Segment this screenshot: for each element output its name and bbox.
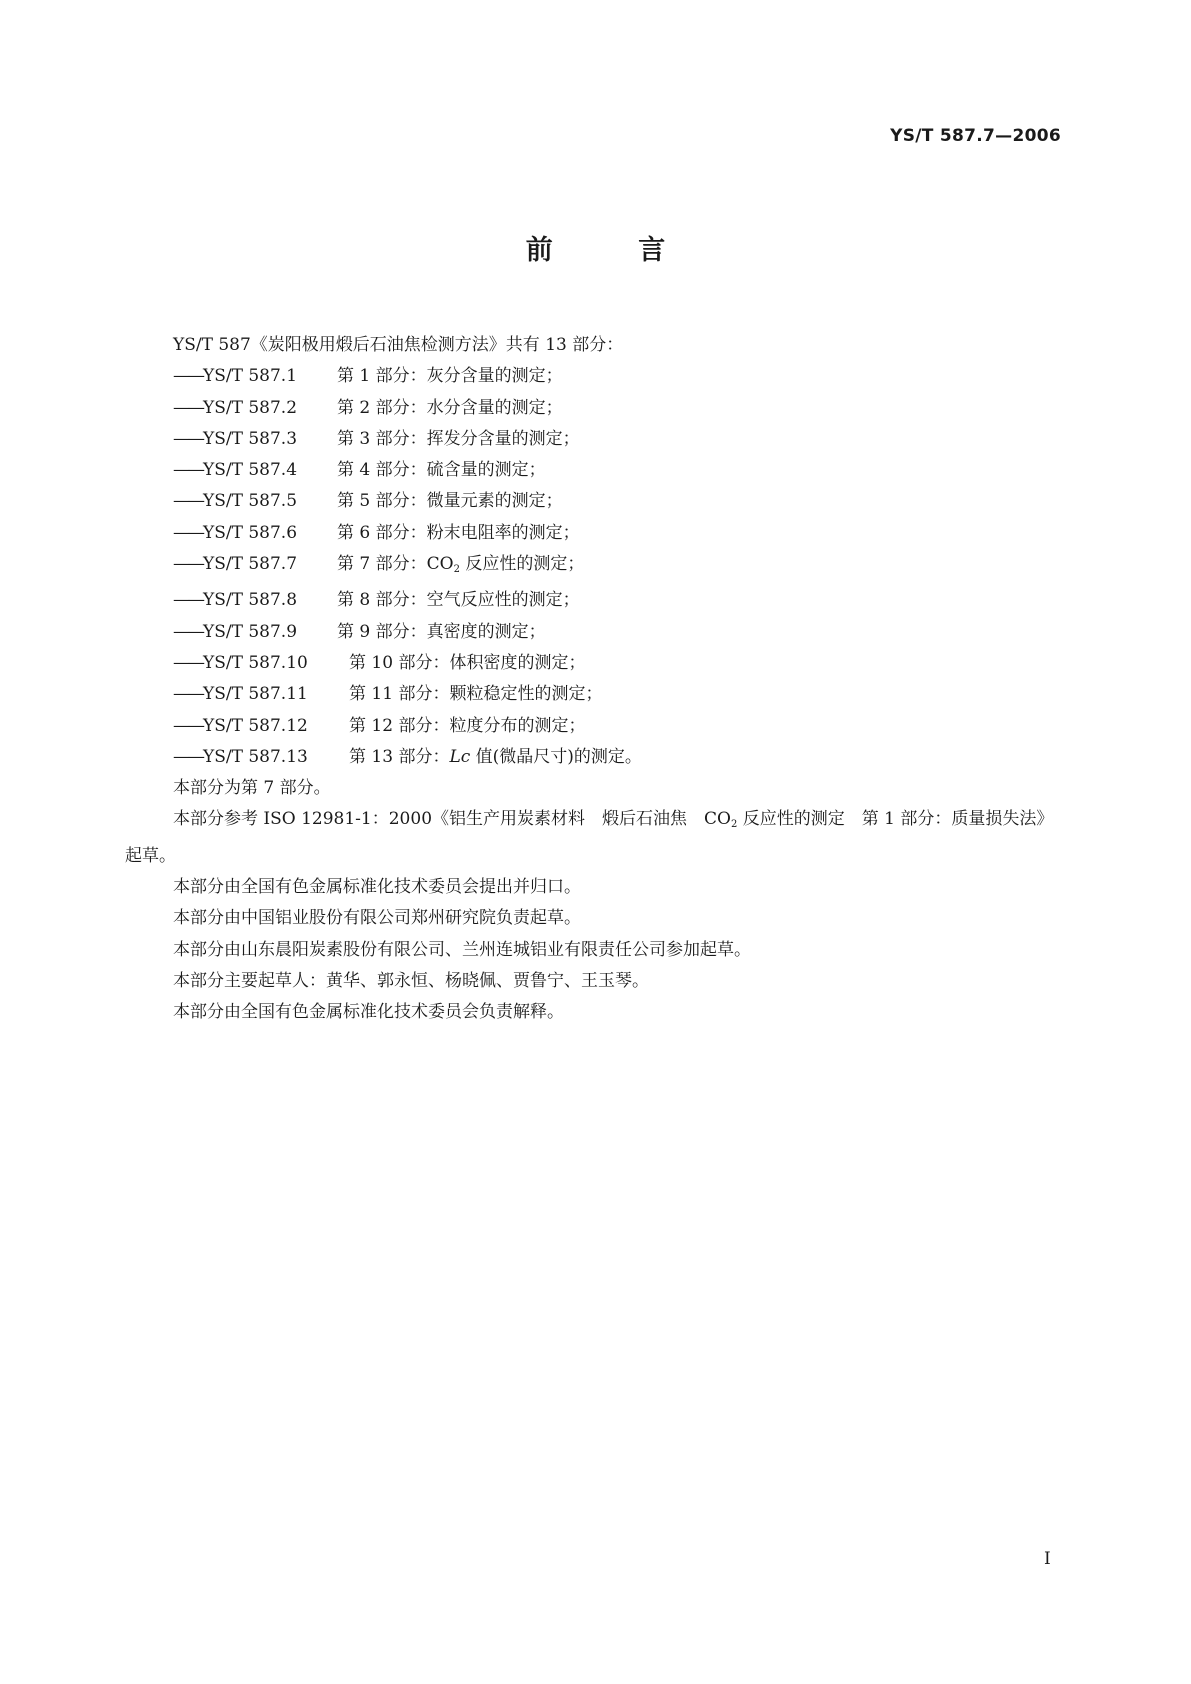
part-text: 第 10 部分：体积密度的测定； xyxy=(349,652,586,673)
dash-marker: —— xyxy=(173,621,203,642)
list-item xyxy=(125,361,1065,392)
paragraph-reference xyxy=(125,804,1065,872)
part-text: 第 1 部分：灰分含量的测定； xyxy=(337,366,563,387)
parts-list xyxy=(125,361,1065,773)
part-text: 第 11 部分：颗粒稳定性的测定； xyxy=(349,684,603,705)
paragraph-participants: 本部分由山东晨阳炭素股份有限公司、兰州连城铝业有限责任公司参加起草。 xyxy=(173,939,751,960)
part-code: YS/T 587.2 xyxy=(203,397,298,418)
dash-marker: —— xyxy=(173,491,203,512)
reference-text-pre: 本部分参考 ISO 12981-1：2000《铝生产用炭素材料 煅后石油焦 CO xyxy=(173,809,731,830)
part-code: YS/T 587.7 xyxy=(203,554,298,575)
subscript: 2 xyxy=(453,564,460,576)
list-item xyxy=(125,549,1065,585)
part-text xyxy=(337,554,584,574)
part-text-post: 反应性的测定； xyxy=(459,554,585,575)
dash-marker: —— xyxy=(173,590,203,611)
part-text: 第 4 部分：硫含量的测定； xyxy=(337,460,546,481)
part-text: 第 8 部分：空气反应性的测定； xyxy=(337,590,580,611)
dash-marker: —— xyxy=(173,428,203,449)
part-text: 第 12 部分：粒度分布的测定； xyxy=(349,715,586,736)
dash-marker: —— xyxy=(173,652,203,673)
list-item xyxy=(125,679,1065,710)
part-code: YS/T 587.5 xyxy=(203,491,298,512)
list-item xyxy=(125,711,1065,742)
part-text-post: 值(微晶尺寸)的测定。 xyxy=(470,746,642,767)
list-item xyxy=(125,424,1065,455)
dash-marker: —— xyxy=(173,684,203,705)
list-item xyxy=(125,742,1065,773)
dash-marker: —— xyxy=(173,366,203,387)
part-text: 第 9 部分：真密度的测定； xyxy=(337,621,546,642)
paragraph-drafters: 本部分主要起草人：黄华、郭永恒、杨晓佩、贾鲁宁、王玉琴。 xyxy=(173,970,649,991)
document-body xyxy=(125,330,1065,1029)
part-text: 第 3 部分：挥发分含量的测定； xyxy=(337,428,580,449)
part-code: YS/T 587.9 xyxy=(203,621,298,642)
part-text-pre: 第 7 部分：CO xyxy=(337,554,454,575)
reference-text-post: 反应性的测定 第 1 部分：质量损失法》起草。 xyxy=(125,809,1054,866)
paragraph-drafting-unit: 本部分由中国铝业股份有限公司郑州研究院负责起草。 xyxy=(173,908,581,929)
part-code: YS/T 587.10 xyxy=(203,652,308,673)
paragraph-interpretation: 本部分由全国有色金属标准化技术委员会负责解释。 xyxy=(173,1002,564,1023)
dash-marker: —— xyxy=(173,554,203,575)
list-item xyxy=(125,486,1065,517)
part-code: YS/T 587.3 xyxy=(203,428,298,449)
subscript: 2 xyxy=(730,819,738,831)
dash-marker: —— xyxy=(173,715,203,736)
part-text: 第 6 部分：粉末电阻率的测定； xyxy=(337,522,580,543)
part-text: 第 5 部分：微量元素的测定； xyxy=(337,491,563,512)
part-code: YS/T 587.13 xyxy=(203,746,308,767)
part-code: YS/T 587.8 xyxy=(203,590,298,611)
part-code: YS/T 587.1 xyxy=(203,366,298,387)
list-item xyxy=(125,518,1065,549)
page-number: I xyxy=(1044,1549,1051,1569)
dash-marker: —— xyxy=(173,397,203,418)
part-text: 第 2 部分：水分含量的测定； xyxy=(337,397,563,418)
part-code: YS/T 587.4 xyxy=(203,460,298,481)
dash-marker: —— xyxy=(173,522,203,543)
list-item xyxy=(125,617,1065,648)
part-code: YS/T 587.12 xyxy=(203,715,308,736)
page-title: 前 言 xyxy=(525,235,704,266)
intro-paragraph: YS/T 587《炭阳极用煅后石油焦检测方法》共有 13 部分： xyxy=(173,335,624,355)
list-item xyxy=(125,455,1065,486)
paragraph-proposer: 本部分由全国有色金属标准化技术委员会提出并归口。 xyxy=(173,877,581,898)
part-text-pre: 第 13 部分： xyxy=(349,746,450,767)
part-code: YS/T 587.11 xyxy=(203,684,308,705)
paragraph-part-number: 本部分为第 7 部分。 xyxy=(173,778,331,799)
list-item xyxy=(125,648,1065,679)
dash-marker: —— xyxy=(173,460,203,481)
list-item xyxy=(125,393,1065,424)
standard-code: YS/T 587.7—2006 xyxy=(890,126,1061,146)
part-code: YS/T 587.6 xyxy=(203,522,298,543)
dash-marker: —— xyxy=(173,746,203,767)
italic-symbol: Lc xyxy=(449,746,471,767)
part-text xyxy=(349,747,642,767)
list-item xyxy=(125,585,1065,616)
